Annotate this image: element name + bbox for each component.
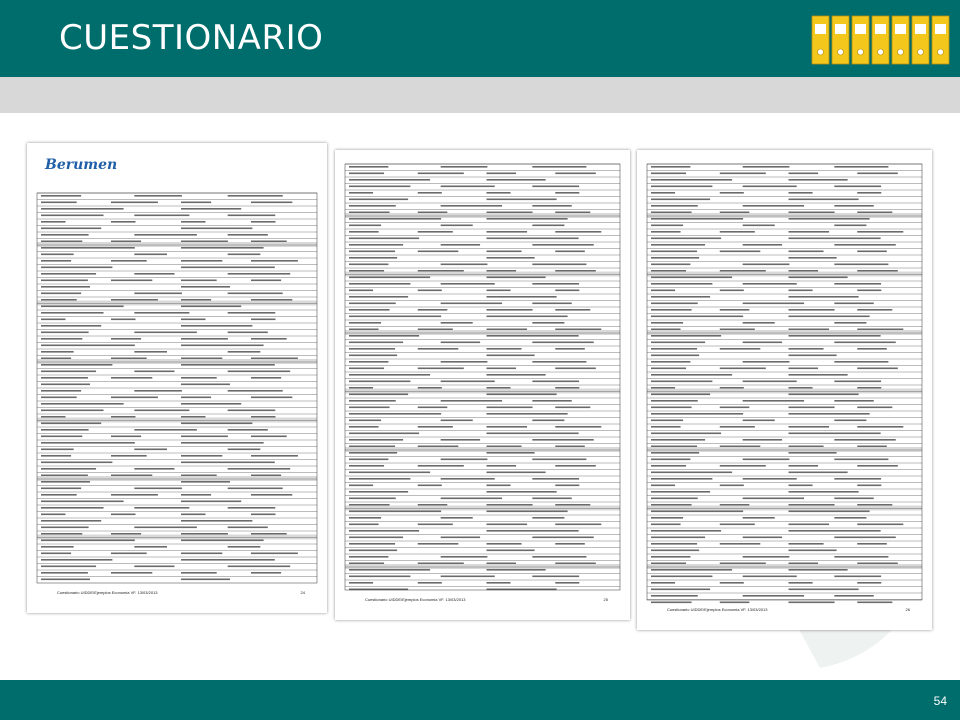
page-number: 24 [300,590,305,595]
slide-number: 54 [933,694,947,708]
slide-title: CUESTIONARIO [59,18,324,58]
footer-band [0,680,960,720]
binders-icon [808,10,954,68]
page-footer: Cuestionario UIDDE/Ejemplos Economia VF. 13/03/2013 [667,607,768,612]
page-number: 26 [905,607,910,612]
page-footer: Cuestionario UIDDE/Ejemplos Economia VF. 13/03/2013 [57,590,158,595]
questionnaire-page-1 [27,143,327,613]
questionnaire-page-3 [637,150,932,630]
sub-header-band [0,77,960,113]
form-lines [637,150,932,630]
questionnaire-page-2 [335,150,630,620]
form-lines [27,143,327,613]
page-number: 25 [603,597,608,602]
brand-logo-text: Berumen [45,157,118,173]
page-footer: Cuestionario UIDDE/Ejemplos Economia VF. 13/03/2013 [365,597,466,602]
form-lines [335,150,630,620]
